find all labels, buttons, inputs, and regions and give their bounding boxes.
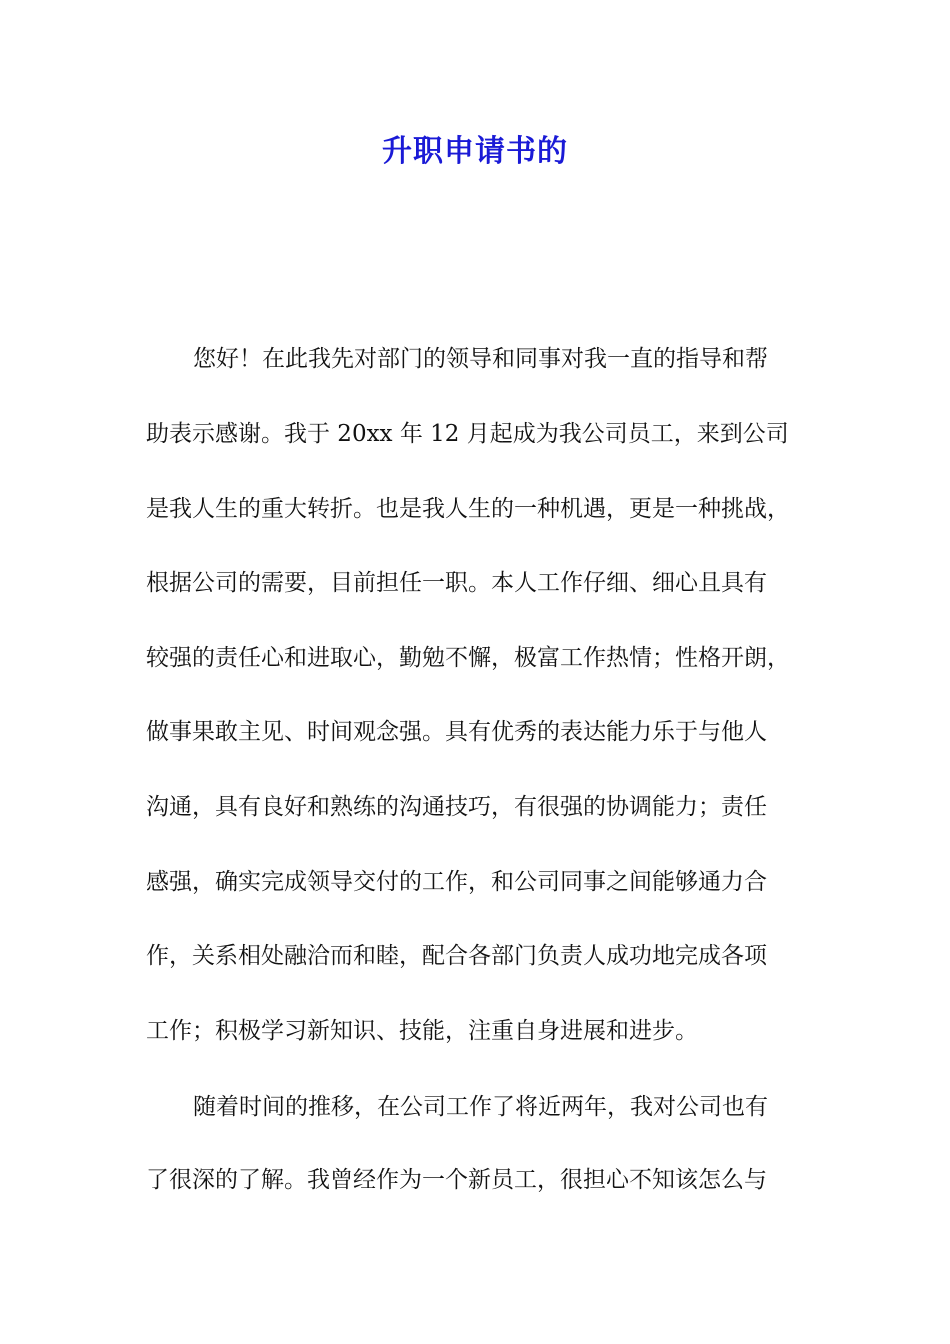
body-line: 随着时间的推移，在公司工作了将近两年，我对公司也有 xyxy=(193,1094,768,1120)
body-line: 工作；积极学习新知识、技能，注重自身进展和进步。 xyxy=(146,1018,698,1044)
body-line: 了很深的了解。我曾经作为一个新员工，很担心不知该怎么与 xyxy=(146,1167,767,1193)
body-line: 根据公司的需要，目前担任一职。本人工作仔细、细心且具有 xyxy=(146,570,767,596)
body-line: 感强，确实完成领导交付的工作，和公司同事之间能够通力合 xyxy=(146,869,767,895)
body-line: 您好！在此我先对部门的领导和同事对我一直的指导和帮 xyxy=(193,346,768,372)
body-line: 沟通，具有良好和熟练的沟通技巧，有很强的协调能力；责任 xyxy=(146,794,767,820)
document-title: 升职申请书的 xyxy=(382,134,568,169)
body-line: 助表示感谢。我于 20xx 年 12 月起成为我公司员工，来到公司 xyxy=(146,421,789,447)
body-line: 是我人生的重大转折。也是我人生的一种机遇，更是一种挑战， xyxy=(146,496,790,522)
body-line: 作，关系相处融洽而和睦，配合各部门负责人成功地完成各项 xyxy=(146,943,767,969)
body-line: 较强的责任心和进取心，勤勉不懈，极富工作热情；性格开朗， xyxy=(146,645,790,671)
body-line: 做事果敢主见、时间观念强。具有优秀的表达能力乐于与他人 xyxy=(146,719,767,745)
